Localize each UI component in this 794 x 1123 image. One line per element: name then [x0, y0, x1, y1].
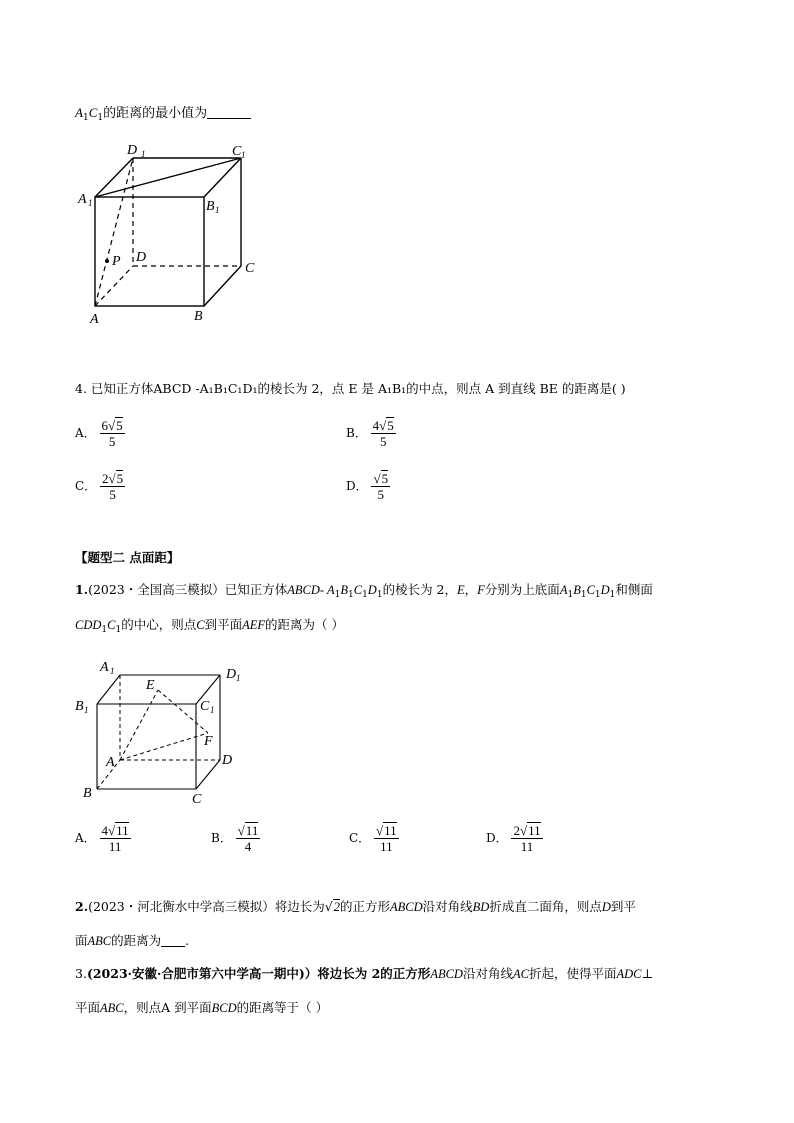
radicand: 11 [384, 823, 397, 838]
label-sub: 1 [236, 673, 241, 683]
t: ADC [616, 967, 642, 981]
t: 折成直二面角，则点 [489, 899, 602, 914]
t: 到平 [610, 899, 636, 914]
p1-option-d[interactable] [486, 823, 543, 854]
q4-option-b[interactable] [346, 418, 396, 449]
p1-line1: 1.(2023・全国高三模拟）已知正方体ABCD- $A_1B_1C_1D_1$的棱长为 2，E，F分别为上底面$A_1B_1C_1D_1$和侧面 [75, 582, 653, 600]
label-sub: 1 [210, 705, 215, 715]
label-b1: B [206, 199, 215, 214]
radicand: 5 [116, 471, 124, 486]
t: E [457, 583, 465, 597]
label-b1: B [75, 699, 84, 714]
t: 平面 [75, 1000, 101, 1015]
label-e: E [146, 678, 155, 693]
label-p: P [112, 254, 121, 269]
sub: 1 [82, 113, 89, 123]
top-line-text: 的距离的最小值为 [103, 106, 208, 121]
t: C [196, 618, 205, 632]
t: D [600, 583, 610, 597]
q4-option-c[interactable] [75, 471, 125, 502]
t: CDD [75, 618, 102, 632]
label-sub: 1 [241, 150, 246, 160]
t: B [573, 583, 581, 597]
label-sub: 1 [84, 705, 89, 715]
t: ABCD [430, 967, 463, 981]
t: 沿对角线 [462, 966, 513, 981]
p1-option-b[interactable] [211, 823, 260, 854]
t: ， [464, 582, 478, 597]
p1-line2: $CDD_1C_1$的中心，则点C到平面AEF的距离为（ ） [75, 617, 344, 635]
t: 到平面 [204, 617, 243, 632]
t: BD [472, 900, 490, 914]
t: AEF [242, 618, 266, 632]
t: ABC [100, 1001, 124, 1015]
label-sub: 1 [215, 205, 220, 215]
q4-option-d[interactable] [346, 471, 390, 502]
t: C [353, 583, 363, 597]
p2-line1: 2.(2023・河北衡水中学高三模拟）将边长为√2的正方形ABCD沿对角线BD折成直二面角，则点D到平 [75, 899, 636, 914]
option-label: D． [346, 479, 368, 493]
den: 11 [520, 839, 534, 854]
t: 面 [75, 933, 88, 948]
coef: 4 [372, 418, 380, 433]
answer-blank[interactable] [207, 106, 251, 119]
radicand: 5 [381, 471, 389, 486]
q4-stem: 4. 已知正方体ABCD -A₁B₁C₁D₁的棱长为 2，点 E 是 A₁B₁的中点，则点 A 到直线 BE 的距离是( ) [75, 381, 626, 396]
label-b: B [83, 786, 92, 801]
t: AC [512, 967, 529, 981]
den: 5 [109, 487, 116, 502]
t: (2023・全国高三模拟）已知正方体 [88, 582, 288, 597]
radicand: 11 [528, 823, 541, 838]
label-d1: D [226, 667, 237, 682]
t: . [185, 933, 190, 948]
t: A [559, 583, 568, 597]
label-a1: A [100, 660, 109, 675]
option-label: B． [346, 426, 367, 440]
t: 的距离为（ ） [265, 617, 344, 632]
fraction: $\frac{√5}{5}$ [373, 471, 389, 502]
answer-blank[interactable] [161, 934, 185, 947]
fraction: $\frac{6√5}{5}$ [101, 418, 123, 449]
den: 4 [244, 839, 252, 854]
t: 折起，使得平面 [528, 966, 617, 981]
t: C [107, 618, 116, 632]
t: 的距离为 [111, 933, 162, 948]
option-label: D． [486, 831, 508, 845]
fraction: $\frac{√11}{4}$ [237, 823, 259, 854]
fraction: $\frac{2√5}{5}$ [102, 471, 124, 502]
radicand: 5 [116, 418, 123, 433]
num: 2. [75, 899, 89, 914]
top-line [75, 104, 251, 127]
point-p [105, 259, 109, 263]
cube-figure-2 [70, 650, 260, 810]
fraction: $\frac{4√5}{5}$ [372, 418, 394, 449]
label-a1: A [78, 192, 87, 207]
label-f: F [204, 734, 213, 749]
t: 的中心，则点 [121, 617, 197, 632]
p3-line1 [75, 965, 653, 983]
t: C [586, 583, 595, 597]
label-sub: 1 [110, 666, 115, 676]
sub: 1 [97, 113, 104, 123]
den: 5 [108, 434, 116, 449]
expr-a: A [75, 105, 83, 120]
option-label: A． [75, 426, 96, 440]
t: ，则点A 到平面 [123, 1000, 212, 1015]
radicand: 5 [387, 418, 394, 433]
q4-option-a[interactable] [75, 418, 125, 449]
label-sub: 1 [141, 149, 146, 159]
radicand: 11 [116, 823, 129, 838]
t: 的正方形 [339, 899, 390, 914]
label-a: A [90, 312, 99, 327]
coef: 2 [513, 823, 520, 838]
den: 5 [379, 434, 387, 449]
label-c1: C [232, 144, 242, 159]
t: 的距离等于（ ） [236, 1000, 329, 1015]
option-label: A． [75, 831, 96, 845]
option-label: B． [211, 831, 232, 845]
label-d1: D [127, 143, 138, 158]
p1-option-a[interactable] [75, 823, 131, 854]
t: ABCD [390, 900, 423, 914]
label-d: D [136, 250, 147, 265]
t: BCD [211, 1001, 237, 1015]
fraction: $\frac{4√11}{11}$ [101, 823, 129, 854]
t: D [367, 583, 377, 597]
label-sub: 1 [88, 198, 93, 208]
t: 的棱长为 2， [382, 582, 457, 597]
radicand: 11 [245, 823, 259, 838]
label-a: A [106, 755, 115, 770]
den: 5 [377, 487, 385, 502]
t: B [340, 583, 348, 597]
label-c: C [192, 792, 202, 807]
cube-figure-1 [70, 140, 270, 330]
label-b: B [194, 309, 203, 324]
p2-line2 [75, 932, 189, 950]
num: 1. [75, 582, 89, 597]
p3-line2 [75, 999, 328, 1017]
t: (2023・河北衡水中学高三模拟）将边长为 [88, 899, 325, 914]
t: ABC [87, 934, 112, 948]
t: ABCD- A [287, 583, 335, 597]
coef: 4 [101, 823, 108, 838]
expr-c: C [88, 105, 98, 120]
label-c1: C [200, 699, 210, 714]
coef: 6 [101, 418, 108, 433]
t: F [477, 583, 485, 597]
section-title: 【题型二 点面距】 [75, 550, 180, 565]
t: ⊥ [641, 966, 654, 981]
fraction: $\frac{2√11}{11}$ [513, 823, 541, 854]
den: 11 [108, 839, 122, 854]
option-label: C． [349, 831, 371, 845]
num: 3. [75, 966, 87, 981]
coef: 2 [102, 471, 109, 486]
t: 和侧面 [615, 582, 653, 597]
t: D [601, 900, 611, 914]
option-label: C． [75, 479, 97, 493]
t: 2 [333, 900, 340, 914]
t: 沿对角线 [422, 899, 473, 914]
p1-option-c[interactable] [349, 823, 399, 854]
den: 11 [380, 839, 393, 854]
label-c: C [245, 261, 255, 276]
t: (2023·安徽·合肥市第六中学高一期中)）将边长为 2的正方形 [86, 966, 431, 981]
fraction: $\frac{√11}{11}$ [376, 823, 397, 854]
t: 分别为上底面 [484, 582, 560, 597]
label-d: D [222, 753, 233, 768]
